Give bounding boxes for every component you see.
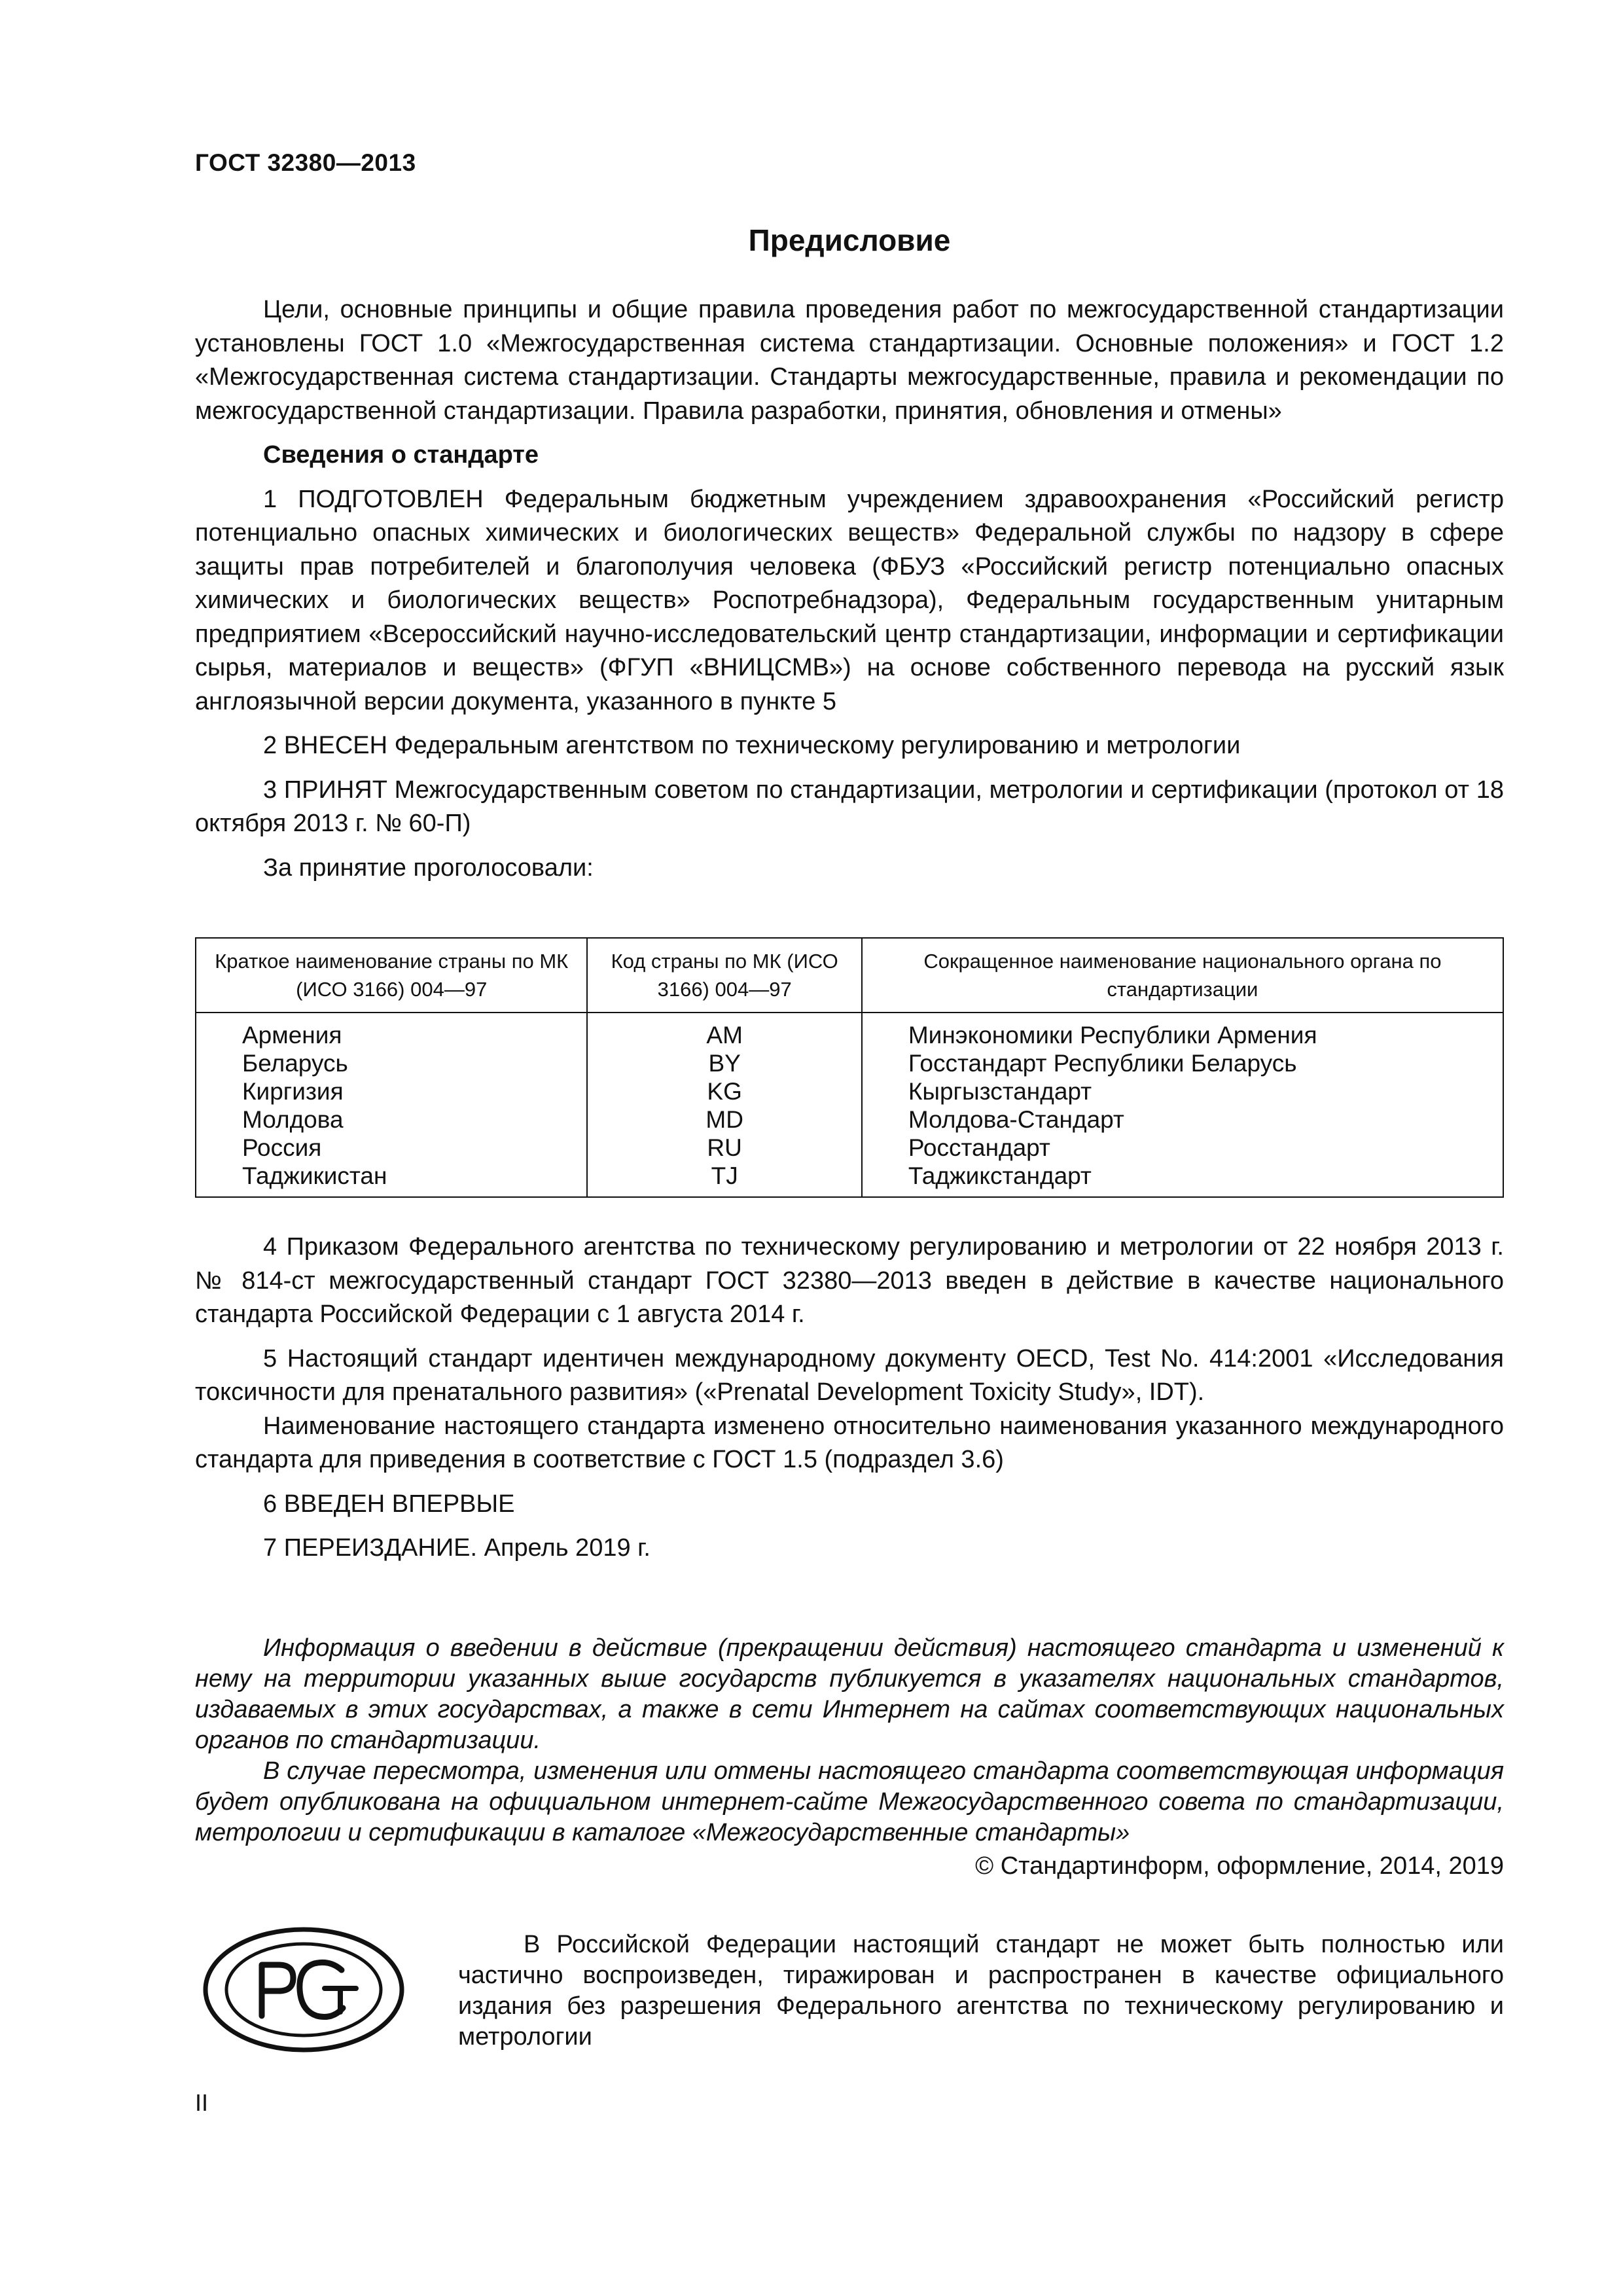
table-cell: KG — [707, 1078, 742, 1105]
table-cell: TJ — [711, 1162, 738, 1189]
table-cell: RU — [707, 1134, 742, 1161]
table-cell: MD — [705, 1106, 743, 1133]
rst-logo-icon — [202, 1926, 406, 2054]
item-2-paragraph: 2 ВНЕСЕН Федеральным агентством по техническому регулированию и метрологии — [263, 732, 1241, 759]
copyright-line: © Стандартинформ, оформление, 2014, 2019 — [975, 1852, 1504, 1880]
table-cell: Киргизия — [242, 1078, 344, 1105]
info-paragraph-2: В случае пересмотра, изменения или отмены настоящего стандарта соответствующая информация будет опубликована на официальном интернет-сайте Межгосударственного совета по стандартизации, метрологии и сертификации в каталоге «Межгосударственные стандарты» — [195, 1757, 1504, 1846]
table-cell: Росстандарт — [908, 1134, 1050, 1161]
table-header-body: Сокращенное наименование национального органа по стандартизации — [862, 938, 1503, 1013]
info-paragraph-1: Информация о введении в действие (прекращении действия) настоящего стандарта и изменений к нему на территории указанных выше государств публикуется в указателях национальных стандартов, издаваемых в этих государствах, а также в сети Интернет на сайтах соответствующих национальных органов по стандартизации. — [195, 1634, 1504, 1754]
preface-body-continued — [195, 1230, 1504, 1566]
item-5-paragraph: 5 Настоящий стандарт идентичен международному документу OECD, Test No. 414:2001 «Исследования токсичности для пренатального развития» («Prenatal Development Toxicity Study», IDT). — [195, 1344, 1504, 1406]
page-number: II — [195, 2089, 209, 2116]
item-6-paragraph: 6 ВВЕДЕН ВПЕРВЫЕ — [263, 1490, 515, 1518]
table-cell: Госстандарт Республики Беларусь — [908, 1050, 1297, 1077]
document-page — [195, 0, 1504, 2296]
table-cell: Таджикстандарт — [908, 1162, 1092, 1189]
code-column — [587, 1013, 861, 1197]
table-cell: Армения — [242, 1022, 342, 1049]
section-heading: Сведения о стандарте — [263, 441, 539, 469]
item-1-paragraph: 1 ПОДГОТОВЛЕН Федеральным бюджетным учреждением здравоохранения «Российский регистр потенциально опасных химических и биологических веществ» Федеральной службы по надзору в сфере защиты прав потребителей и благополучия человека (ФБУЗ «Российский регистр потенциально опасных химических и биологических веществ» Роспотребнадзора), Федеральным государственным унитарным предприятием «Всероссийский научно-исследовательский центр стандартизации, информации и сертификации сырья, материалов и веществ» (ФГУП «ВНИЦСМВ») на основе собственного перевода на русский язык англоязычной версии документа, указанного в пункте 5 — [195, 485, 1504, 715]
table-cell: AM — [706, 1022, 743, 1049]
item-4-paragraph: 4 Приказом Федерального агентства по техническому регулированию и метрологии от 22 ноября 2013 г. № 814-ст межгосударственный стандарт ГОСТ 32380—2013 введен в действие в качестве национального стандарта Российской Федерации с 1 августа 2014 г. — [195, 1233, 1504, 1328]
table-header-row — [196, 938, 1503, 1013]
voting-table — [195, 937, 1504, 1198]
item-5-note-paragraph: Наименование настоящего стандарта изменено относительно наименования указанного международного стандарта для приведения в соответствие с ГОСТ 1.5 (подраздел 3.6) — [195, 1412, 1504, 1473]
item-7-paragraph: 7 ПЕРЕИЗДАНИЕ. Апрель 2019 г. — [263, 1534, 651, 1562]
table-cell: Молдова — [242, 1106, 344, 1133]
table-header-country: Краткое наименование страны по МК (ИСО 3166) 004—97 — [196, 938, 587, 1013]
table-body-row — [196, 1013, 1503, 1197]
country-column — [196, 1013, 587, 1197]
vote-label: За принятие проголосовали: — [263, 853, 594, 882]
intro-paragraph: Цели, основные принципы и общие правила проведения работ по межгосударственной стандартизации установлены ГОСТ 1.0 «Межгосударственная система стандартизации. Основные положения» и ГОСТ 1.2 «Межгосударственная система стандартизации. Стандарты межгосударственные, правила и рекомендации по межгосударственной стандартизации. Правила разработки, принятия, обновления и отмены» — [195, 296, 1504, 425]
table-cell: Россия — [242, 1134, 322, 1161]
rights-notice — [458, 1929, 1504, 2053]
table-cell: Молдова-Стандарт — [908, 1106, 1124, 1133]
table-cell: Минэкономики Республики Армения — [908, 1022, 1317, 1049]
table-cell: BY — [708, 1050, 741, 1077]
publication-info — [195, 1633, 1504, 1848]
preface-body — [195, 293, 1504, 885]
table-header-code: Код страны по МК (ИСО 3166) 004—97 — [587, 938, 861, 1013]
body-column — [862, 1013, 1503, 1197]
table-cell: Беларусь — [242, 1050, 348, 1077]
page-title: Предисловие — [748, 223, 951, 257]
item-3-paragraph: 3 ПРИНЯТ Межгосударственным советом по стандартизации, метрологии и сертификации (протокол от 18 октября 2013 г. № 60-П) — [195, 776, 1504, 837]
rights-paragraph: В Российской Федерации настоящий стандарт не может быть полностью или частично воспроизведен, тиражирован и распространен в качестве официального издания без разрешения Федерального агентства по техническому регулированию и метрологии — [458, 1931, 1504, 2051]
table-cell: Кыргызстандарт — [908, 1078, 1092, 1105]
document-code: ГОСТ 32380—2013 — [195, 149, 416, 176]
table-cell: Таджикистан — [242, 1162, 387, 1189]
